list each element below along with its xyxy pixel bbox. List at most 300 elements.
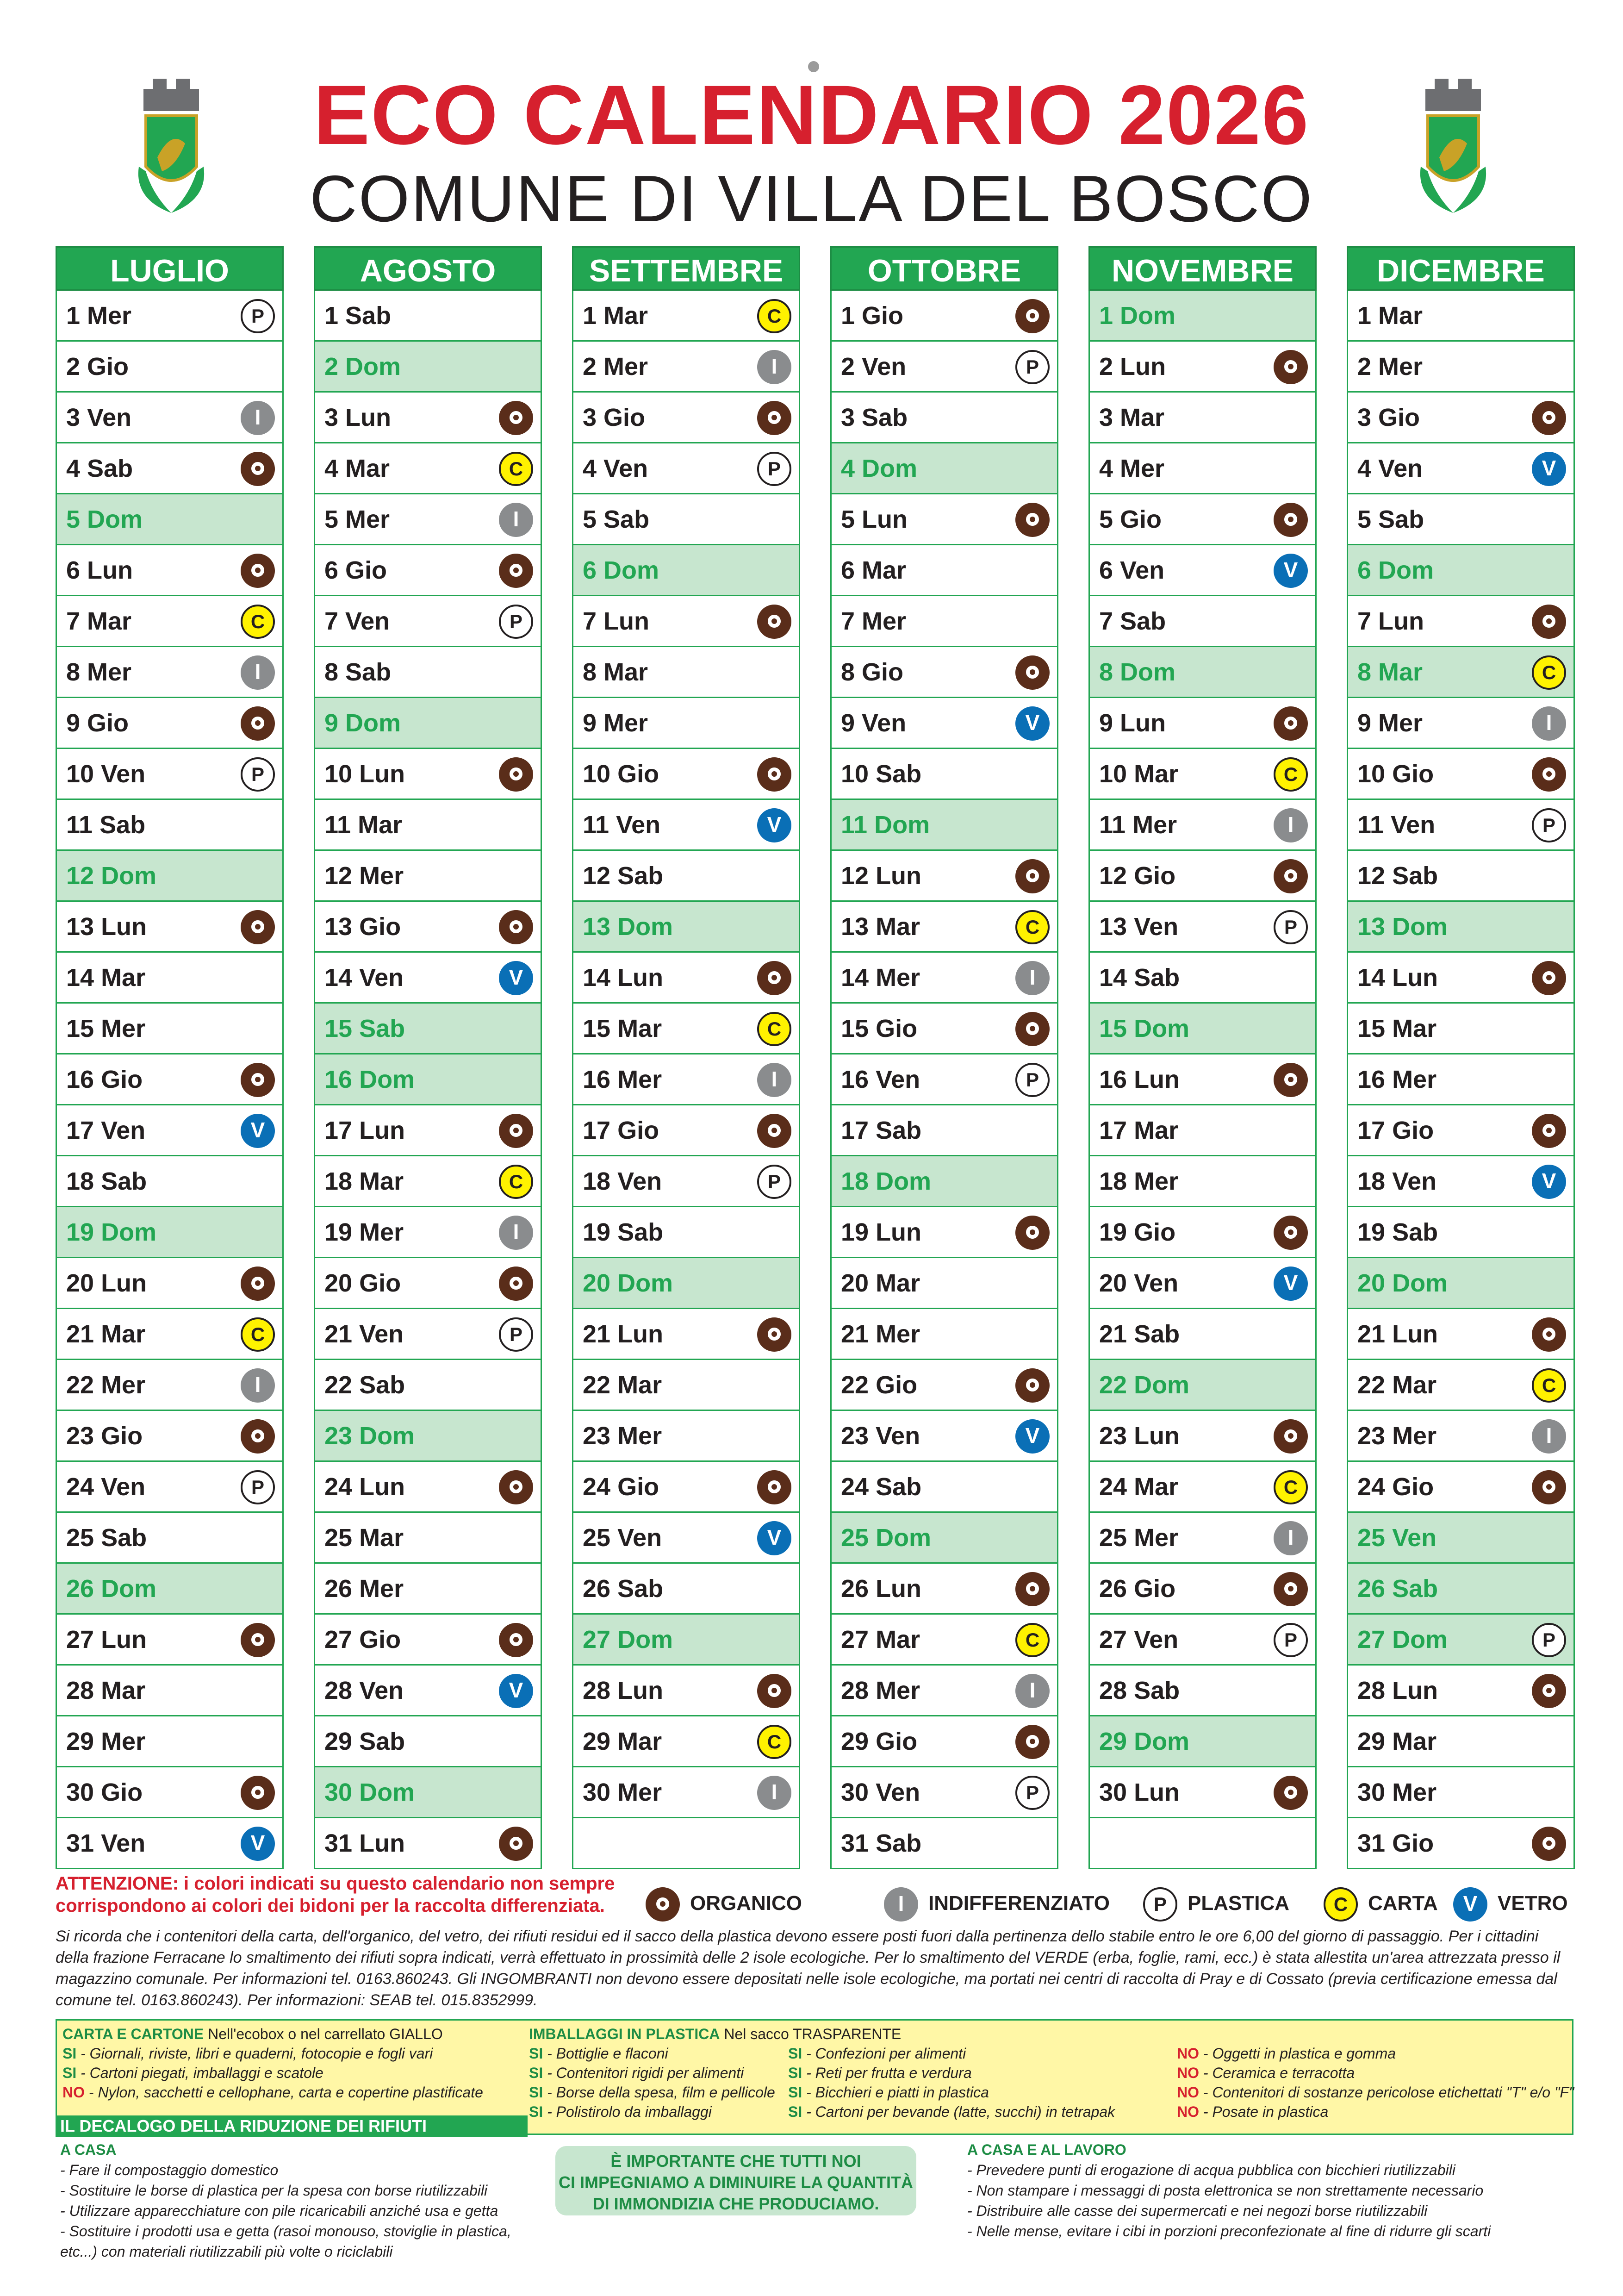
day-row <box>1088 1309 1317 1360</box>
vetro-badge: V <box>1274 1267 1308 1301</box>
day-row <box>1347 1818 1575 1869</box>
day-label: 17 Lun <box>324 1117 405 1144</box>
day-row <box>830 1156 1058 1207</box>
day-row <box>572 1716 800 1767</box>
day-label: 14 Mar <box>66 964 146 992</box>
day-label: 16 Gio <box>66 1066 143 1093</box>
day-label: 27 Dom <box>583 1626 673 1653</box>
day-label: 13 Dom <box>1357 913 1448 941</box>
day-label: 21 Lun <box>1357 1320 1438 1348</box>
day-label: 1 Sab <box>324 302 392 330</box>
day-label: 8 Sab <box>324 658 392 686</box>
day-row <box>572 953 800 1004</box>
day-label: 21 Lun <box>583 1320 664 1348</box>
day-row <box>830 545 1058 596</box>
plastica-badge: P <box>241 1470 275 1504</box>
day-row <box>56 800 284 851</box>
day-label: 29 Mar <box>583 1728 662 1755</box>
day-label: 22 Gio <box>841 1371 918 1399</box>
empty-day-row <box>572 1818 800 1869</box>
day-label: 30 Mer <box>1357 1778 1437 1806</box>
day-row <box>830 393 1058 443</box>
day-row <box>572 1411 800 1462</box>
rule-item <box>788 2102 1168 2121</box>
carta-badge: C <box>1532 655 1566 690</box>
organico-badge <box>1015 503 1050 537</box>
day-label: 15 Mer <box>66 1015 146 1042</box>
day-row <box>572 1513 800 1564</box>
message-line: È IMPORTANTE CHE TUTTI NOI <box>610 2152 861 2171</box>
day-label: 13 Gio <box>324 913 401 941</box>
day-label: 16 Lun <box>1099 1066 1180 1093</box>
carta-badge: C <box>1532 1368 1566 1403</box>
day-label: 10 Lun <box>324 760 405 788</box>
month-header: OTTOBRE <box>830 246 1058 291</box>
month-settembre <box>572 246 800 1806</box>
day-row <box>1088 698 1317 749</box>
indifferenziato-badge: I <box>241 1368 275 1403</box>
day-label: 5 Mer <box>324 505 390 533</box>
organico-badge <box>1532 1827 1566 1861</box>
day-row <box>572 647 800 698</box>
day-label: 24 Gio <box>1357 1473 1434 1501</box>
day-label: 8 Mar <box>583 658 648 686</box>
organico-badge <box>1274 503 1308 537</box>
carta-badge: C <box>499 1165 533 1199</box>
organico-badge <box>1015 1572 1050 1606</box>
day-row <box>1347 1360 1575 1411</box>
day-label: 11 Mar <box>324 811 403 839</box>
day-label: 21 Ven <box>324 1320 404 1348</box>
plastica-note: Nel sacco TRASPARENTE <box>724 2026 902 2042</box>
tip-item: - Nelle mense, evitare i cibi in porzioni preconfezionate al fine di ridurre gli scarti <box>967 2223 1491 2240</box>
organico-badge <box>499 1827 533 1861</box>
day-row <box>56 698 284 749</box>
day-row <box>1088 291 1317 342</box>
carta-badge: C <box>1274 757 1308 792</box>
day-label: 26 Lun <box>841 1575 922 1603</box>
day-row <box>1088 1615 1317 1666</box>
day-row <box>56 393 284 443</box>
tip-item: - Sostituire i prodotti usa e getta (rasoi monouso, stoviglie in plastica, etc...) con materiali riutilizzabili più volte o riciclabili <box>60 2223 511 2260</box>
day-label: 16 Mer <box>583 1066 662 1093</box>
rule-text: - Polistirolo da imballaggi <box>543 2103 712 2120</box>
day-label: 5 Lun <box>841 505 908 533</box>
organico-badge <box>241 554 275 588</box>
carta-badge: C <box>241 1317 275 1352</box>
indifferenziato-badge: I <box>757 1776 791 1810</box>
day-row <box>1088 342 1317 393</box>
day-row <box>572 800 800 851</box>
indifferenziato-badge: I <box>1015 961 1050 995</box>
day-label: 23 Mer <box>583 1422 662 1450</box>
day-label: 1 Mar <box>1357 302 1423 330</box>
organico-badge <box>1015 655 1050 690</box>
plastica-badge: P <box>1143 1887 1177 1922</box>
indifferenziato-badge: I <box>241 401 275 435</box>
vetro-badge: V <box>757 808 791 842</box>
organico-badge <box>757 757 791 792</box>
vetro-badge: V <box>1015 706 1050 741</box>
day-row <box>572 1054 800 1105</box>
plastica-badge: P <box>499 605 533 639</box>
day-row <box>56 1156 284 1207</box>
day-row <box>572 1156 800 1207</box>
organico-badge <box>1274 1572 1308 1606</box>
day-row <box>1088 1513 1317 1564</box>
organico-badge <box>499 910 533 944</box>
day-label: 18 Mer <box>1099 1167 1179 1195</box>
day-label: 18 Ven <box>1357 1167 1437 1195</box>
day-row <box>314 545 542 596</box>
organico-badge <box>241 910 275 944</box>
organico-badge <box>1532 605 1566 639</box>
day-label: 29 Dom <box>1099 1728 1190 1755</box>
day-row <box>314 1054 542 1105</box>
day-row <box>572 1666 800 1716</box>
day-label: 5 Sab <box>583 505 650 533</box>
day-row <box>572 393 800 443</box>
day-row <box>1347 1258 1575 1309</box>
day-row <box>56 545 284 596</box>
organico-badge <box>757 1114 791 1148</box>
day-label: 13 Mar <box>841 913 920 941</box>
day-label: 12 Sab <box>583 862 664 890</box>
day-row <box>56 902 284 953</box>
plastica-badge: P <box>1532 1623 1566 1657</box>
day-label: 5 Sab <box>1357 505 1424 533</box>
legend-label: INDIFFERENZIATO <box>928 1892 1110 1915</box>
day-row <box>314 1105 542 1156</box>
day-row <box>56 1411 284 1462</box>
day-label: 29 Gio <box>841 1728 918 1755</box>
day-label: 22 Mar <box>583 1371 662 1399</box>
plastica-badge: P <box>499 1317 533 1352</box>
indifferenziato-badge: I <box>884 1887 918 1922</box>
day-label: 1 Dom <box>1099 302 1176 330</box>
day-row <box>1347 1716 1575 1767</box>
legend-item-vetro <box>1453 1885 1568 1922</box>
day-row <box>830 953 1058 1004</box>
day-row <box>1347 1054 1575 1105</box>
rule-item <box>788 2063 1168 2083</box>
carta-badge: C <box>1015 910 1050 944</box>
indifferenziato-badge: I <box>1532 706 1566 741</box>
organico-badge <box>1532 1317 1566 1352</box>
day-row <box>314 1207 542 1258</box>
carta-title: CARTA E CARTONE <box>62 2026 204 2042</box>
day-row <box>1347 953 1575 1004</box>
day-row <box>572 749 800 800</box>
day-row <box>830 1666 1058 1716</box>
decalogo-heading: IL DECALOGO DELLA RIDUZIONE DEI RIFIUTI <box>56 2115 528 2137</box>
tip-item: - Prevedere punti di erogazione di acqua pubblica con bicchieri riutilizzabili <box>967 2162 1455 2178</box>
day-row <box>1347 1309 1575 1360</box>
day-label: 3 Gio <box>1357 404 1420 431</box>
day-row <box>314 953 542 1004</box>
day-label: 14 Mer <box>841 964 920 992</box>
day-row <box>1088 443 1317 494</box>
day-row <box>830 749 1058 800</box>
day-label: 17 Ven <box>66 1117 146 1144</box>
day-label: 12 Dom <box>66 862 157 890</box>
day-label: 31 Ven <box>66 1829 146 1857</box>
day-label: 15 Mar <box>1357 1015 1437 1042</box>
day-row <box>830 596 1058 647</box>
day-row <box>830 1462 1058 1513</box>
day-label: 12 Sab <box>1357 862 1438 890</box>
day-label: 10 Sab <box>841 760 922 788</box>
day-row <box>830 1207 1058 1258</box>
day-label: 11 Ven <box>1357 811 1436 839</box>
day-label: 1 Gio <box>841 302 904 330</box>
rule-text: - Bicchieri e piatti in plastica <box>802 2084 989 2101</box>
day-row <box>314 596 542 647</box>
no-marker: NO <box>1177 2065 1199 2081</box>
day-label: 8 Dom <box>1099 658 1176 686</box>
vetro-badge: V <box>1532 1165 1566 1199</box>
day-label: 16 Mer <box>1357 1066 1437 1093</box>
legend-item-organico <box>646 1885 802 1922</box>
rule-text: - Ceramica e terracotta <box>1199 2065 1355 2081</box>
day-row <box>314 1411 542 1462</box>
organico-badge <box>1532 1114 1566 1148</box>
day-label: 3 Lun <box>324 404 391 431</box>
day-row <box>572 596 800 647</box>
month-header: DICEMBRE <box>1347 246 1575 291</box>
indifferenziato-badge: I <box>499 1216 533 1250</box>
day-row <box>56 291 284 342</box>
day-row <box>1088 1767 1317 1818</box>
day-label: 2 Mer <box>583 353 648 381</box>
day-row <box>830 443 1058 494</box>
yes-marker: SI <box>529 2084 543 2101</box>
day-row <box>56 494 284 545</box>
day-label: 3 Ven <box>66 404 132 431</box>
day-label: 27 Dom <box>1357 1626 1448 1653</box>
day-row <box>314 1666 542 1716</box>
day-row <box>1347 1615 1575 1666</box>
plastica-badge: P <box>1274 1623 1308 1657</box>
day-label: 25 Ven <box>583 1524 662 1552</box>
day-row <box>1088 902 1317 953</box>
day-row <box>572 1309 800 1360</box>
day-label: 21 Sab <box>1099 1320 1180 1348</box>
day-label: 24 Sab <box>841 1473 922 1501</box>
organico-badge <box>757 1674 791 1708</box>
day-row <box>1347 800 1575 851</box>
rule-text: - Reti per frutta e verdura <box>802 2065 972 2081</box>
day-label: 3 Sab <box>841 404 908 431</box>
month-agosto <box>314 246 542 1857</box>
organico-badge <box>757 401 791 435</box>
day-row <box>56 1818 284 1869</box>
day-row <box>56 1105 284 1156</box>
day-label: 11 Mer <box>1099 811 1177 839</box>
organico-badge <box>1015 299 1050 333</box>
day-label: 12 Lun <box>841 862 922 890</box>
rule-item <box>788 2044 1168 2063</box>
day-row <box>572 1767 800 1818</box>
tip-item: - Distribuire alle casse dei supermercati e nei negozi borse riutilizzabili <box>967 2202 1428 2219</box>
organico-badge <box>1274 706 1308 741</box>
yes-marker: SI <box>62 2045 77 2062</box>
day-label: 25 Sab <box>66 1524 147 1552</box>
day-row <box>1088 749 1317 800</box>
indifferenziato-badge: I <box>1532 1419 1566 1454</box>
day-row <box>314 291 542 342</box>
organico-badge <box>1532 1674 1566 1708</box>
day-row <box>1088 1004 1317 1054</box>
day-label: 30 Ven <box>841 1778 920 1806</box>
a-casa-title: A CASA <box>60 2141 117 2158</box>
month-novembre <box>1088 246 1317 1806</box>
organico-badge <box>757 1317 791 1352</box>
day-row <box>1347 749 1575 800</box>
plastica-badge: P <box>1015 1776 1050 1810</box>
no-marker: NO <box>62 2084 85 2101</box>
day-row <box>56 1004 284 1054</box>
plastica-badge: P <box>241 299 275 333</box>
day-label: 13 Lun <box>66 913 147 941</box>
organico-badge <box>1015 1216 1050 1250</box>
day-label: 3 Mar <box>1099 404 1165 431</box>
day-row <box>830 1513 1058 1564</box>
day-row <box>1088 393 1317 443</box>
day-label: 16 Ven <box>841 1066 920 1093</box>
day-label: 8 Mar <box>1357 658 1423 686</box>
day-label: 4 Mar <box>324 455 390 482</box>
day-row <box>56 1615 284 1666</box>
day-label: 8 Gio <box>841 658 904 686</box>
legend-item-carta <box>1324 1885 1438 1922</box>
day-row <box>56 443 284 494</box>
day-label: 9 Gio <box>66 709 129 737</box>
day-label: 6 Gio <box>324 556 387 584</box>
day-row <box>56 1054 284 1105</box>
day-row <box>572 494 800 545</box>
day-row <box>830 1004 1058 1054</box>
day-label: 10 Mar <box>1099 760 1179 788</box>
no-marker: NO <box>1177 2045 1199 2062</box>
day-row <box>1347 1004 1575 1054</box>
day-label: 19 Mer <box>324 1218 404 1246</box>
day-row <box>56 1767 284 1818</box>
yes-marker: SI <box>529 2065 543 2081</box>
day-label: 14 Lun <box>1357 964 1438 992</box>
carta-badge: C <box>499 452 533 486</box>
rule-text: - Giornali, riviste, libri e quaderni, fotocopie e fogli vari <box>76 2045 433 2062</box>
day-row <box>56 1716 284 1767</box>
day-row <box>1347 1105 1575 1156</box>
rule-text: - Posate in plastica <box>1199 2103 1329 2120</box>
organico-badge <box>1532 961 1566 995</box>
day-row <box>56 1462 284 1513</box>
no-marker: NO <box>1177 2084 1199 2101</box>
day-label: 24 Gio <box>583 1473 659 1501</box>
day-label: 2 Mer <box>1357 353 1423 381</box>
yes-marker: SI <box>788 2084 802 2101</box>
day-label: 1 Mar <box>583 302 648 330</box>
carta-note: Nell'ecobox o nel carrellato GIALLO <box>208 2026 443 2042</box>
day-row <box>1088 1462 1317 1513</box>
day-label: 25 Ven <box>1357 1524 1437 1552</box>
day-label: 27 Ven <box>1099 1626 1179 1653</box>
day-row <box>830 1767 1058 1818</box>
day-row <box>1088 647 1317 698</box>
day-row <box>572 1615 800 1666</box>
message-line: DI IMMONDIZIA CHE PRODUCIAMO. <box>592 2194 879 2213</box>
vetro-badge: V <box>1453 1887 1487 1922</box>
month-header: LUGLIO <box>56 246 284 291</box>
day-label: 21 Mar <box>66 1320 146 1348</box>
vetro-badge: V <box>1015 1419 1050 1454</box>
color-warning: ATTENZIONE: i colori indicati su questo calendario non sempre corrispondono ai colori dei bidoni per la raccolta differenziata. <box>56 1873 615 1916</box>
day-label: 13 Ven <box>1099 913 1179 941</box>
day-row <box>56 596 284 647</box>
day-label: 28 Ven <box>324 1677 404 1704</box>
month-header: NOVEMBRE <box>1088 246 1317 291</box>
day-row <box>1347 1411 1575 1462</box>
calendar-title: ECO CALENDARIO 2026 <box>313 68 1310 162</box>
day-label: 16 Dom <box>324 1066 415 1093</box>
day-row <box>830 902 1058 953</box>
carta-badge: C <box>757 1725 791 1759</box>
empty-day-row <box>1088 1818 1317 1869</box>
day-row <box>1088 545 1317 596</box>
day-row <box>1088 800 1317 851</box>
vetro-badge: V <box>241 1827 275 1861</box>
day-label: 9 Mer <box>1357 709 1423 737</box>
rule-item <box>529 2102 788 2121</box>
day-label: 25 Mar <box>324 1524 404 1552</box>
day-row <box>830 1615 1058 1666</box>
day-label: 17 Gio <box>1357 1117 1434 1144</box>
rule-item <box>529 2044 788 2063</box>
day-label: 9 Mer <box>583 709 648 737</box>
yes-marker: SI <box>529 2045 543 2062</box>
month-luglio <box>56 246 284 1857</box>
tip-item: - Sostituire le borse di plastica per la spesa con borse riutilizzabili <box>60 2182 488 2199</box>
day-row <box>830 1716 1058 1767</box>
tip-item: - Utilizzare apparecchiature con pile ricaricabili anziché usa e getta <box>60 2202 498 2219</box>
day-label: 24 Lun <box>324 1473 405 1501</box>
day-label: 11 Ven <box>583 811 661 839</box>
vetro-badge: V <box>499 1674 533 1708</box>
day-row <box>1088 953 1317 1004</box>
day-label: 23 Lun <box>1099 1422 1180 1450</box>
day-row <box>1088 1716 1317 1767</box>
day-label: 31 Gio <box>1357 1829 1434 1857</box>
info-text: Si ricorda che i contenitori della carta, dell'organico, del vetro, dei rifiuti residui ed il sacco della plastica devono essere posti fuori dalla pertinenza dello stabile entro le ore 6,00 del giorno di passaggio. Per i cittadini della frazione Ferracane lo smaltimento dei rifiuti sopra indicati, verrà effettuato in prossimità delle 2 isole ecologiche. Per lo smaltimento del VERDE (erba, foglie, rami, ecc.) è stata allestita un'area attrezzata presso il magazzino comunale. Per informazioni tel. 0163.860243. Gli INGOMBRANTI non devono essere depositati nelle isole ecologiche, ma portati nei centri di raccolta di Pray e di Cossato (previa certificazione emessa dal comune tel. 0163.860243). Per informazioni: SEAB tel. 015.8352999. <box>56 1928 1561 2009</box>
day-label: 10 Gio <box>583 760 659 788</box>
day-row <box>56 1207 284 1258</box>
organico-badge <box>241 1267 275 1301</box>
day-label: 7 Lun <box>583 607 649 635</box>
day-row <box>1347 1462 1575 1513</box>
day-row <box>1347 1564 1575 1615</box>
day-label: 4 Mer <box>1099 455 1165 482</box>
day-label: 14 Ven <box>324 964 404 992</box>
plastica-badge: P <box>1015 1063 1050 1097</box>
day-label: 9 Dom <box>324 709 401 737</box>
day-label: 22 Mer <box>66 1371 146 1399</box>
day-row <box>572 1564 800 1615</box>
carta-badge: C <box>757 299 791 333</box>
day-row <box>572 1207 800 1258</box>
day-row <box>572 291 800 342</box>
day-row <box>314 749 542 800</box>
